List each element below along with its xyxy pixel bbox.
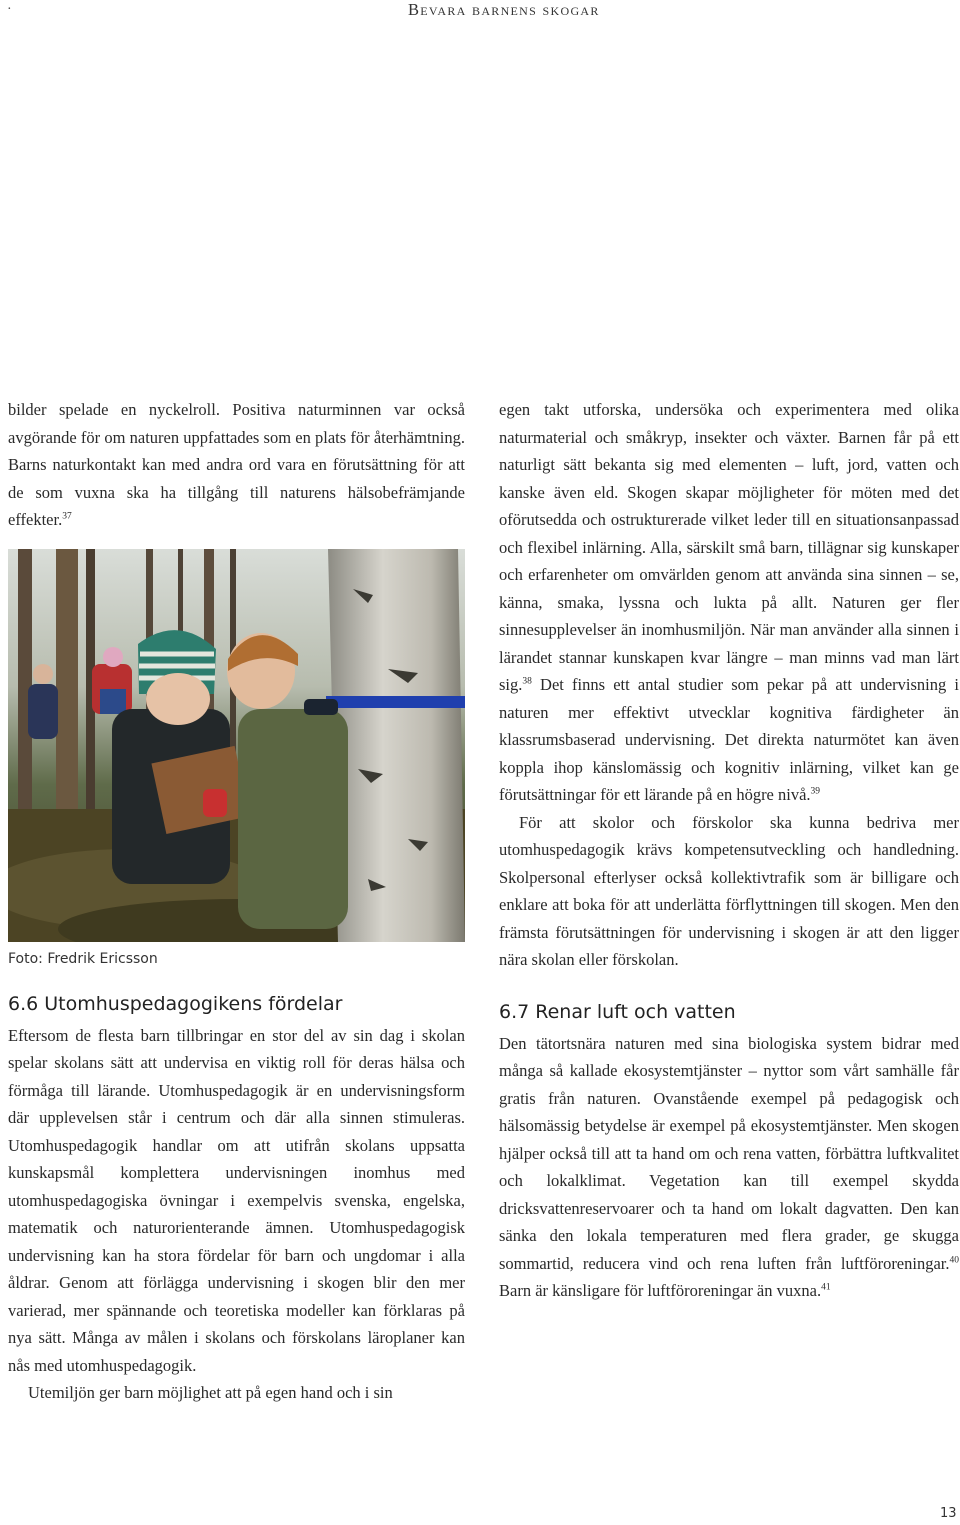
section-6-7-paragraph (499, 1030, 959, 1305)
header-marker: · (7, 2, 12, 17)
section-6-7-text-2: Barn är känsligare för luftföroreningar än vuxna. (499, 1281, 822, 1300)
section-6-7-text-1: Den tätortsnära naturen med sina biologiska system bidrar med många så kallade ekosystemtjänster – nyttor som vårt samhälle får gratis från naturen. Ovanstående exempel på pedagogisk och hälsomässig betydelse är exempel på ekosystemtjänster. Men skogen hjälper också till att ta hand om och rena vatten, förbättra luftkvalitet och lokalklimat. Vegetation kan till exempel skydda dricksvattenreservoarer och ta hand om lokalt dagvatten. Den kan sänka den lokala temperaturen med flera grader, ge skugga sommartid, reducera vind och rena luften från luftföroreningar. (499, 1033, 959, 1273)
forest-photo (8, 549, 465, 942)
footnote-ref-38: 38 (522, 676, 532, 687)
left-column (8, 396, 465, 1407)
page-number: 13 (940, 1506, 957, 1521)
continuation-text-2: Det finns ett antal studier som pekar på att undervisning i naturen mer effektivt utvecklar kognitiva färdigheter än klassrumsbaserad undervisning. Det direkta naturmötet kan även koppla ihop känslomässig och kognitiv inlärning, vilket kan ge förutsättningar för ett lärande på en högre nivå. (499, 675, 959, 804)
footnote-ref-41: 41 (821, 1282, 831, 1293)
section-6-6-paragraph-2: Utemiljön ger barn möjlighet att på egen hand och i sin (28, 1383, 393, 1402)
continuation-paragraph (499, 396, 959, 809)
photo-caption: Foto: Fredrik Ericsson (8, 950, 158, 967)
intro-paragraph (8, 396, 465, 534)
running-title: Bevara barnens skogar (408, 0, 600, 19)
section-6-6-paragraph-1: Eftersom de flesta barn tillbringar en stor del av sin dag i skolan spelar skolans sätt att undervisa en viktig roll för deras hälsa och förmåga till lärande. Utomhuspedagogik är en undervisningsform där upplevelsen står i centrum och där alla sinnen stimuleras. Utomhuspedagogik handlar om att utifrån skolans uppsatta kunskapsmål komplettera undervisningen inomhus med utomhuspedagogiska övningar i exempelvis svenska, engelska, matematik och naturorienterande ämnen. Utomhuspedagogisk undervisning kan ha stora fördelar för barn och ungdomar i alla åldrar. Genom att förlägga undervisning i skogen blir den mer varierad, mer spännande och teoretiska modeller kan förklaras på nya sätt. Många av målen i skolans och förskolans läroplaner kan nås med utomhuspedagogik. (8, 1025, 465, 1375)
continuation-text-1: egen takt utforska, undersöka och experimentera med olika naturmaterial och småkryp, insekter och växter. Barnen får på ett naturligt sätt bekanta sig med elementen – luft, jord, vatten och kanske även eld. Skogen skapar möjligheter för möten med det oförutsedda och ostrukturerade vilket leder till en situationsanpassad och flexibel inlärning. Alla, särskilt små barn, tillägnar sig kunskaper och erfarenheter om omvärlden genom att använda sina sinnen – se, känna, smaka, lyssna och lukta på allt. Naturen ger fler sinnesupplevelser än inomhusmiljön. När man använder alla sinnen i lärandet stannar kunskapen kvar längre – man minns vad man lärt sig. (499, 400, 959, 694)
footnote-ref-39: 39 (810, 786, 821, 797)
section-6-6-heading: 6.6 Utomhuspedagogikens fördelar (8, 992, 343, 1015)
photo-figure (8, 549, 465, 968)
section-6-7-heading: 6.7 Renar luft och vatten (499, 1000, 736, 1023)
transport-paragraph: För att skolor och förskolor ska kunna bedriva mer utomhuspedagogik krävs kompetensutveckling och handledning. Skolpersonal efterlyser också kollektivtrafik som är billigare och enklare att boka för att underlätta förflyttningen till skogen. Men den främsta förutsättningen för undervisning i skogen är att den ligger nära skolan eller förskolan. (499, 812, 959, 969)
footnote-ref-40: 40 (949, 1255, 959, 1265)
right-column (499, 396, 959, 1305)
intro-text: bilder spelade en nyckelroll. Positiva naturminnen var också avgörande för om naturen uppfattades som en plats för återhämtning. Barns naturkontakt kan med andra ord vara en förutsättning för att de som vuxna ska ha tillgång till naturens hälsobefrämjande effekter. (8, 400, 465, 529)
footnote-ref-37: 37 (62, 511, 72, 522)
